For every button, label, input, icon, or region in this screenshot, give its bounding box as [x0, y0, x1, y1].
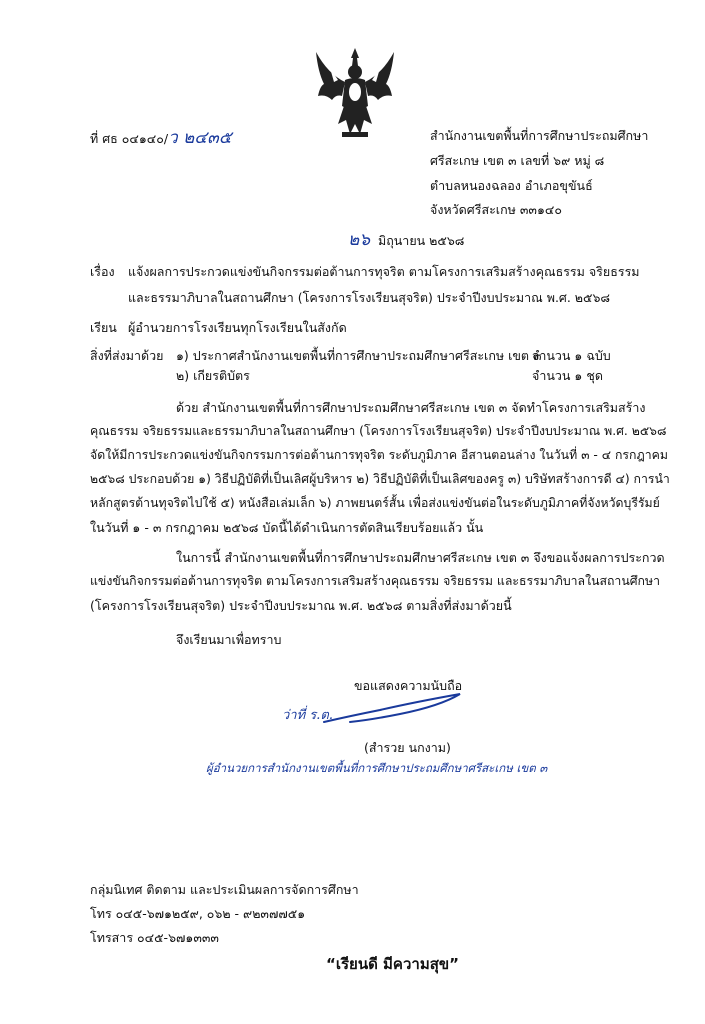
date-month-year: มิถุนายน ๒๕๖๘: [377, 233, 465, 248]
footer-fax: โทรสาร ๐๔๕-๖๗๑๓๓๓: [90, 930, 219, 945]
para2-line-1: ในการนี้ สำนักงานเขตพื้นที่การศึกษาประถมศึกษาศรีสะเกษ เขต ๓ จึงขอแจ้งผลการประกวด: [176, 550, 665, 565]
recipient-text: ผู้อำนวยการโรงเรียนทุกโรงเรียนในสังกัด: [128, 320, 347, 335]
enclosure-item-2: ๒) เกียรติบัตร: [176, 368, 250, 383]
para1-line-2: คุณธรรม จริยธรรมและธรรมาภิบาลในสถานศึกษา (โครงการโรงเรียนสุจริต) ประจำปีงบประมาณ พ.ศ. ๒๕๖๘: [90, 424, 667, 438]
document-date: [348, 226, 464, 253]
enclosure-item-1-qty: จำนวน ๑ ฉบับ: [532, 348, 611, 363]
footer-slogan: “เรียนดี มีความสุข”: [326, 955, 459, 973]
signature-note-handwritten: ว่าที่ ร.ต.: [282, 708, 333, 723]
footer-phone: โทร ๐๔๕-๖๗๑๒๕๙, ๐๖๒ - ๙๒๓๗๗๕๑: [90, 906, 306, 921]
signature-stroke: [320, 688, 470, 728]
issuer-line-2: ศรีสะเกษ เขต ๓ เลขที่ ๖๙ หมู่ ๘: [430, 153, 605, 168]
date-day-handwritten: ๒๖: [348, 230, 370, 250]
signatory-title: ผู้อำนวยการสำนักงานเขตพื้นที่การศึกษาประถมศึกษาศรีสะเกษ เขต ๓: [206, 761, 548, 775]
enclosure-item-1: ๑) ประกาศสำนักงานเขตพื้นที่การศึกษาประถมศึกษาศรีสะเกษ เขต ๓: [176, 348, 542, 363]
closing-request: จึงเรียนมาเพื่อทราบ: [176, 632, 282, 647]
para1-line-4: ๒๕๖๘ ประกอบด้วย ๑) วิธีปฏิบัติที่เป็นเลิศผู้บริหาร ๒) วิธีปฏิบัติที่เป็นเลิศของครู ๓) บริษัทสร้างการดี ๔) การนำ: [90, 472, 670, 486]
enclosure-item-2-qty: จำนวน ๑ ชุด: [532, 368, 603, 383]
signatory-name: (สำรวย นกงาม): [364, 740, 451, 755]
footer-department: กลุ่มนิเทศ ติดตาม และประเมินผลการจัดการศึกษา: [90, 882, 359, 897]
subject-line-2: และธรรมาภิบาลในสถานศึกษา (โครงการโรงเรียนสุจริต) ประจำปีงบประมาณ พ.ศ. ๒๕๖๘: [128, 290, 611, 305]
para1-line-3: จัดให้มีการประกวดแข่งขันกิจกรรมการต่อต้านการทุจริต ระดับภูมิภาค อีสานตอนล่าง ในวันที่ ๓ - ๔ กรกฎาคม: [90, 448, 668, 462]
garuda-emblem-icon: [310, 44, 400, 144]
para1-line-6: ในวันที่ ๑ - ๓ กรกฎาคม ๒๕๖๘ บัดนี้ได้ดำเนินการตัดสินเรียบร้อยแล้ว นั้น: [90, 520, 484, 535]
closing-salutation: ขอแสดงความนับถือ: [354, 678, 463, 693]
document-number-prefix: ที่ ศธ ๐๔๑๔๐/: [90, 131, 169, 146]
issuer-line-4: จังหวัดศรีสะเกษ ๓๓๑๔๐: [430, 202, 562, 217]
document-number-handwritten: ว ๒๔๓๕: [168, 128, 232, 148]
para2-line-2: แข่งขันกิจกรรมต่อต้านการทุจริต ตามโครงการเสริมสร้างคุณธรรม จริยธรรม และธรรมาภิบาลในสถานศึกษา: [90, 574, 661, 588]
issuer-line-1: สำนักงานเขตพื้นที่การศึกษาประถมศึกษา: [430, 128, 649, 143]
recipient-label: เรียน: [90, 320, 117, 335]
document-number: [90, 124, 232, 151]
enclosures-label: สิ่งที่ส่งมาด้วย: [90, 348, 164, 363]
subject-line-1: แจ้งผลการประกวดแข่งขันกิจกรรมต่อต้านการทุจริต ตามโครงการเสริมสร้างคุณธรรม จริยธรรม: [128, 264, 640, 279]
para1-line-5: หลักสูตรต้านทุจริตไปใช้ ๕) หนังสือเล่มเล็ก ๖) ภาพยนตร์สั้น เพื่อส่งแข่งขันต่อในระดับภูมิภาคที่จังหวัดบุรีรัมย์: [90, 496, 660, 510]
para2-line-3: (โครงการโรงเรียนสุจริต) ประจำปีงบประมาณ พ.ศ. ๒๕๖๘ ตามสิ่งที่ส่งมาด้วยนี้: [90, 598, 512, 613]
para1-line-1: ด้วย สำนักงานเขตพื้นที่การศึกษาประถมศึกษาศรีสะเกษ เขต ๓ จัดทำโครงการเสริมสร้าง: [176, 400, 646, 415]
issuer-line-3: ตำบลหนองฉลอง อำเภอขุขันธ์: [430, 178, 593, 193]
subject-label: เรื่อง: [90, 264, 115, 279]
